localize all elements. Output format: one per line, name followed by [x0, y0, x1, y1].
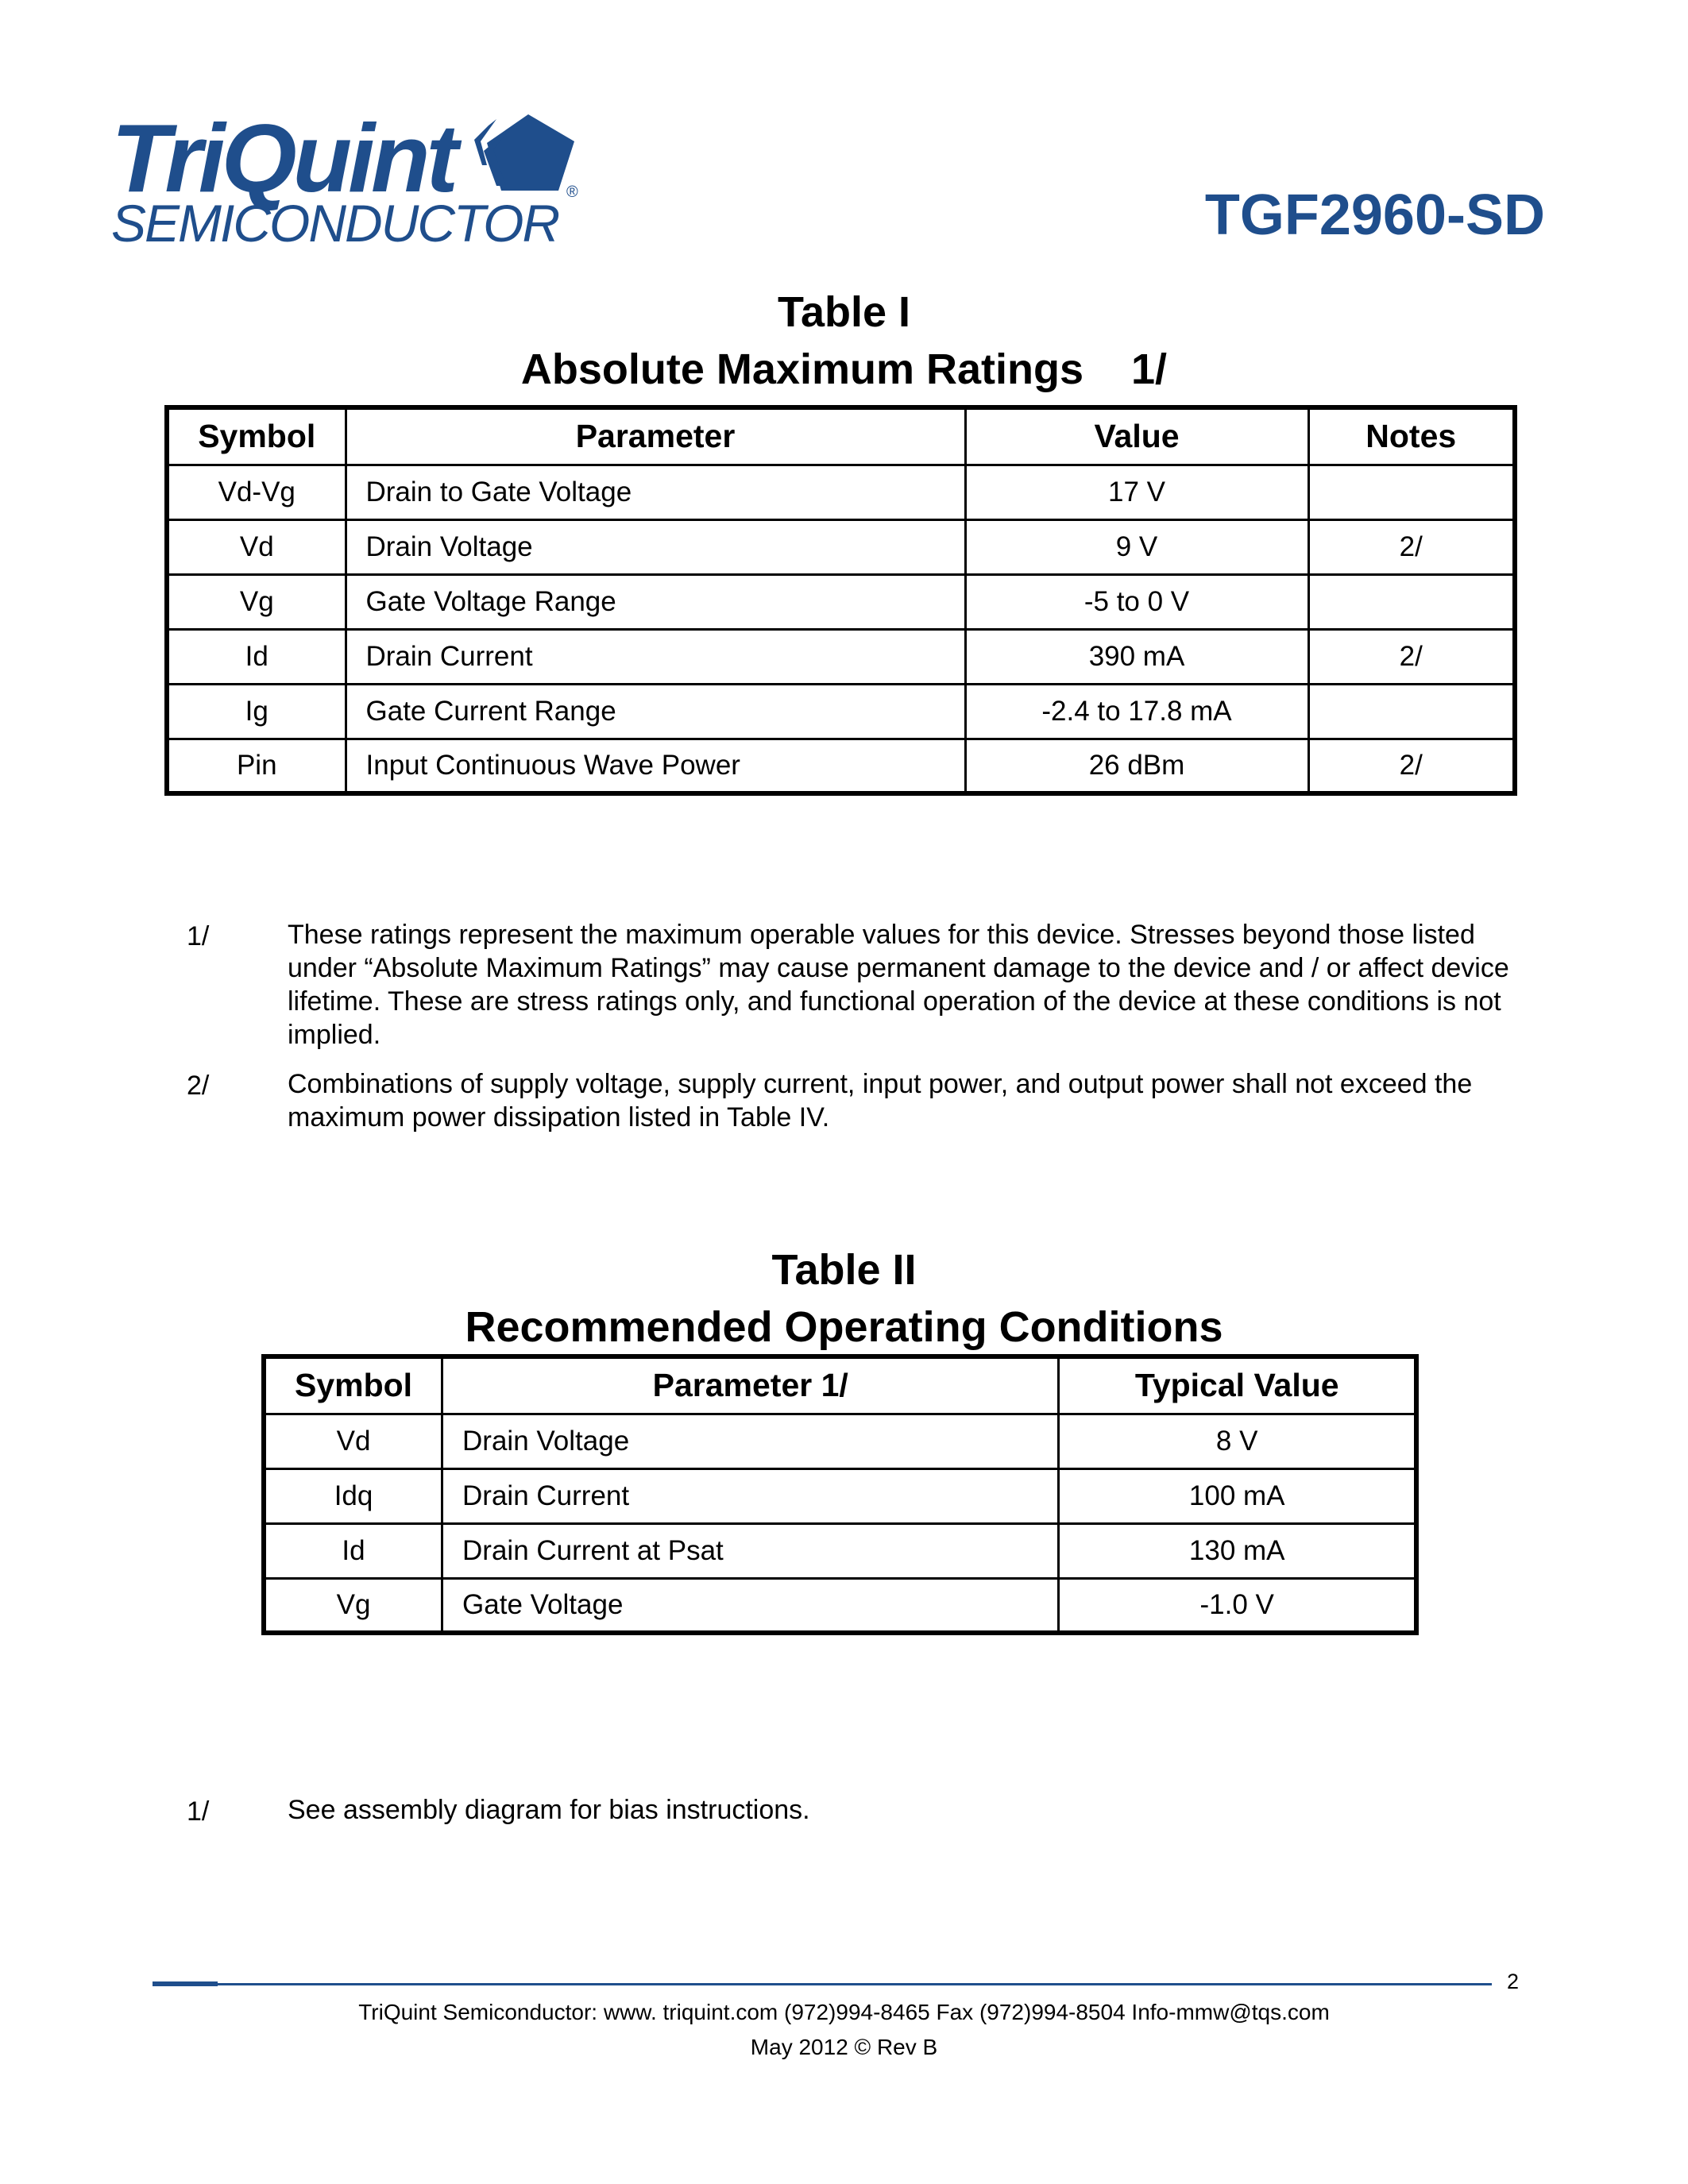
cell-typical-value: -1.0 V: [1059, 1578, 1416, 1633]
cell-notes: 2/: [1308, 739, 1515, 793]
cell-notes: [1308, 465, 1515, 519]
table-header-row: [264, 1356, 1416, 1414]
cell-parameter: Gate Current Range: [346, 684, 965, 739]
cell-parameter: Gate Voltage Range: [346, 574, 965, 629]
header-typical-value: Typical Value: [1059, 1356, 1416, 1414]
cell-typical-value: 100 mA: [1059, 1468, 1416, 1523]
recommended-operating-conditions-table: [261, 1354, 1419, 1635]
table-row: [167, 465, 1515, 519]
logo-subtitle: SEMICONDUCTOR: [111, 194, 559, 253]
table-row: [167, 574, 1515, 629]
logo-wordmark: TriQuint: [111, 104, 455, 212]
footer-date: May 2012 © Rev B: [750, 2035, 938, 2059]
cell-typical-value: 130 mA: [1059, 1523, 1416, 1578]
cell-symbol: Ig: [167, 684, 346, 739]
cell-parameter: Gate Voltage: [442, 1578, 1059, 1633]
cell-parameter: Drain Current: [346, 629, 965, 684]
cell-value: -2.4 to 17.8 mA: [965, 684, 1308, 739]
cell-symbol: Id: [264, 1523, 442, 1578]
cell-parameter: Drain Current: [442, 1468, 1059, 1523]
header-value: Value: [965, 407, 1308, 465]
cell-typical-value: 8 V: [1059, 1414, 1416, 1468]
table1-subtitle: Absolute Maximum Ratings 1/: [520, 345, 1168, 393]
cell-notes: 2/: [1308, 519, 1515, 574]
cell-value: 390 mA: [965, 629, 1308, 684]
cell-symbol: Vd: [167, 519, 346, 574]
table-row: [167, 684, 1515, 739]
footnote-number: 2/: [187, 1071, 210, 1101]
table-row: [264, 1414, 1416, 1468]
table-row: [264, 1468, 1416, 1523]
footnote-number: 1/: [187, 921, 210, 951]
cell-parameter: Drain Current at Psat: [442, 1523, 1059, 1578]
cell-value: 9 V: [965, 519, 1308, 574]
table-row: [167, 739, 1515, 793]
table-header-row: [167, 407, 1515, 465]
cell-value: 17 V: [965, 465, 1308, 519]
cell-notes: [1308, 574, 1515, 629]
cell-value: 26 dBm: [965, 739, 1308, 793]
cell-symbol: Vd-Vg: [167, 465, 346, 519]
cell-symbol: Vd: [264, 1414, 442, 1468]
header-notes: Notes: [1308, 407, 1515, 465]
header-symbol: Symbol: [167, 407, 346, 465]
pentagon-logo-icon: [473, 110, 580, 197]
footer-contact: TriQuint Semiconductor: www. triquint.com (972)994-8465 Fax (972)994-8504 Info-mmw@tqs.com: [358, 2000, 1330, 2024]
table-row: [167, 519, 1515, 574]
table1-title: Table I: [777, 288, 911, 336]
header-parameter: Parameter: [346, 407, 965, 465]
footnote-number: 1/: [187, 1796, 210, 1827]
cell-notes: [1308, 684, 1515, 739]
cell-symbol: Id: [167, 629, 346, 684]
cell-value: -5 to 0 V: [965, 574, 1308, 629]
registered-mark: ®: [566, 183, 578, 197]
table2-title: Table II: [771, 1246, 917, 1294]
footnote-text: Combinations of supply voltage, supply current, input power, and output power shall not exceed the maximum power dissipation listed in Table IV.: [288, 1069, 1473, 1133]
cell-symbol: Idq: [264, 1468, 442, 1523]
triquint-logo: [111, 104, 580, 257]
header-symbol: Symbol: [264, 1356, 442, 1414]
cell-parameter: Input Continuous Wave Power: [346, 739, 965, 793]
cell-parameter: Drain Voltage: [346, 519, 965, 574]
cell-notes: 2/: [1308, 629, 1515, 684]
footnote-text: These ratings represent the maximum operable values for this device. Stresses beyond those listed under “Absolute Maximum Ratings” may cause permanent damage to the device and / or affect device lifetime. These are stress ratings only, and functional operation of the device at these conditions is not implied.: [288, 920, 1509, 1050]
absolute-max-ratings-table: [164, 405, 1517, 796]
cell-symbol: Pin: [167, 739, 346, 793]
table-row: [264, 1578, 1416, 1633]
cell-parameter: Drain to Gate Voltage: [346, 465, 965, 519]
cell-parameter: Drain Voltage: [442, 1414, 1059, 1468]
table-row: [167, 629, 1515, 684]
page-number: 2: [1507, 1970, 1520, 1993]
table2-subtitle: Recommended Operating Conditions: [465, 1303, 1223, 1351]
footer-divider: [153, 1983, 1492, 1985]
table-row: [264, 1523, 1416, 1578]
part-number: TGF2960-SD: [1204, 183, 1545, 247]
header-parameter: Parameter 1/: [442, 1356, 1059, 1414]
footnote-text: See assembly diagram for bias instructions.: [288, 1795, 810, 1825]
cell-symbol: Vg: [264, 1578, 442, 1633]
cell-symbol: Vg: [167, 574, 346, 629]
